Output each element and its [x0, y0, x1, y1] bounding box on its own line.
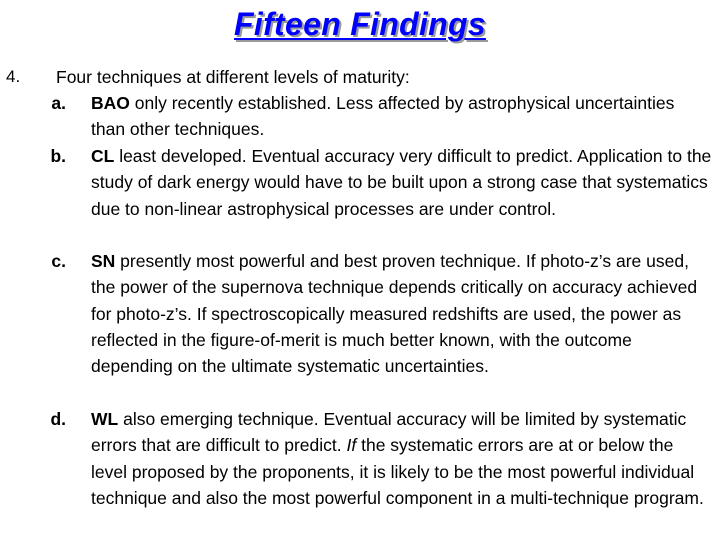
item-text	[91, 406, 713, 511]
item-body: only recently established. Less affected by astrophysical uncertainties than other techniques.	[91, 93, 675, 140]
item-body-continued: the systematic errors are at or below the level proposed by the proponents, it is likely to be the most powerful individual technique and also the most powerful component in a multi-technique program.	[91, 435, 704, 508]
item-text	[91, 90, 713, 143]
item-keyword: CL	[91, 146, 115, 166]
finding-number: 4.	[6, 67, 21, 86]
item-keyword: SN	[91, 251, 116, 271]
item-body: least developed. Eventual accuracy very difficult to predict. Application to the study of dark energy would have to be built upon a strong case that systematics due to non-linear astrophysical processes are under control.	[91, 146, 712, 219]
item-emphasis: If	[346, 435, 357, 456]
item-letter: b.	[50, 146, 66, 166]
item-body: presently most powerful and best proven technique. If photo-z’s are used, the power of the supernova technique depends critically on accuracy achieved for photo-z’s. If spectroscopically measured redshifts are used, the power as reflected in the figure-of-merit is much better known, with the outcome depending on the ultimate systematic uncertainties.	[91, 251, 698, 377]
page-title: Fifteen Findings	[234, 6, 486, 42]
item-keyword: WL	[91, 409, 119, 429]
item-letter: c.	[51, 251, 66, 271]
item-letter: a.	[51, 93, 66, 113]
item-text	[91, 143, 713, 222]
finding-intro: Four techniques at different levels of maturity:	[56, 67, 410, 87]
item-letter: d.	[50, 409, 66, 429]
item-body: also emerging technique. Eventual accuracy will be limited by systematic errors that are difficult to predict.	[91, 409, 687, 456]
item-text	[91, 248, 713, 379]
item-keyword: BAO	[91, 93, 130, 113]
